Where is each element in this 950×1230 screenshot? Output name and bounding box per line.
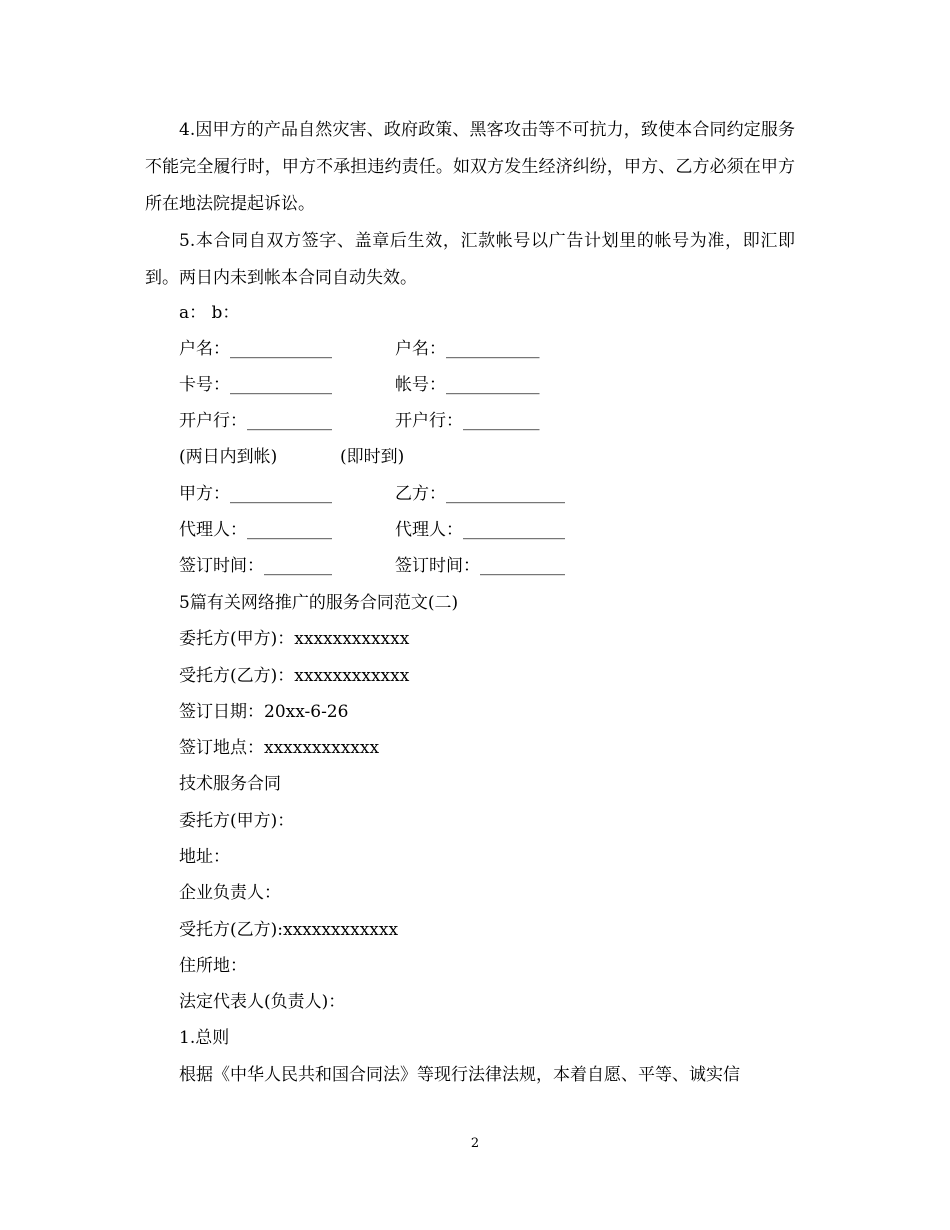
clause-5-paragraph: 5.本合同自双方签字、盖章后生效，汇款帐号以广告计划里的帐号为准，即汇即到。两日内未到帐本合同自动失效。	[145, 231, 795, 288]
text-line: 企业负责人：	[179, 883, 281, 903]
text-line: 法定代表人(负责人)：	[179, 992, 346, 1012]
text-line: 根据《中华人民共和国合同法》等现行法律法规，本着自愿、平等、诚实信	[179, 1065, 740, 1085]
section-title: 5篇有关网络推广的服务合同范文(二)	[179, 593, 459, 613]
account-name-b: 户名：___________	[395, 339, 540, 359]
text-line: 委托方(甲方)：xxxxxxxxxxxx	[179, 629, 410, 649]
text-line: 地址：	[179, 847, 230, 867]
text-line: 受托方(乙方):xxxxxxxxxxxx	[179, 920, 399, 940]
party-b-signature: 乙方：______________	[395, 484, 565, 504]
text-line: 住所地：	[179, 956, 247, 976]
agent-a: 代理人：__________	[179, 520, 332, 540]
party-labels: a： b：	[179, 303, 240, 323]
account-number-b: 帐号：___________	[395, 375, 540, 395]
sign-date-b: 签订时间：__________	[395, 556, 565, 576]
agent-b: 代理人：____________	[395, 520, 565, 540]
text-line: 签订日期：20xx-6-26	[179, 702, 349, 722]
text-line: 1.总则	[179, 1028, 230, 1048]
page-number: 2	[470, 1136, 480, 1151]
account-name-a: 户名：____________	[179, 339, 332, 359]
clause-4-paragraph: 4.因甲方的产品自然灾害、政府政策、黑客攻击等不可抗力，致使本合同约定服务不能完全履行时，甲方不承担违约责任。如双方发生经济纠纷，甲方、乙方必须在甲方所在地法院提起诉讼。	[145, 120, 795, 214]
text-line: 技术服务合同	[179, 774, 281, 794]
timing-a: (两日内到帐)	[179, 447, 278, 467]
text-line: 受托方(乙方)：xxxxxxxxxxxx	[179, 666, 410, 686]
bank-b: 开户行：_________	[395, 411, 540, 431]
sign-date-a: 签订时间：________	[179, 556, 332, 576]
bank-a: 开户行：__________	[179, 411, 332, 431]
party-a-signature: 甲方：____________	[179, 484, 332, 504]
text-line: 委托方(甲方)：	[179, 811, 295, 831]
card-number-a: 卡号：____________	[179, 375, 332, 395]
timing-b: (即时到)	[340, 447, 405, 467]
text-line: 签订地点：xxxxxxxxxxxx	[179, 738, 380, 758]
